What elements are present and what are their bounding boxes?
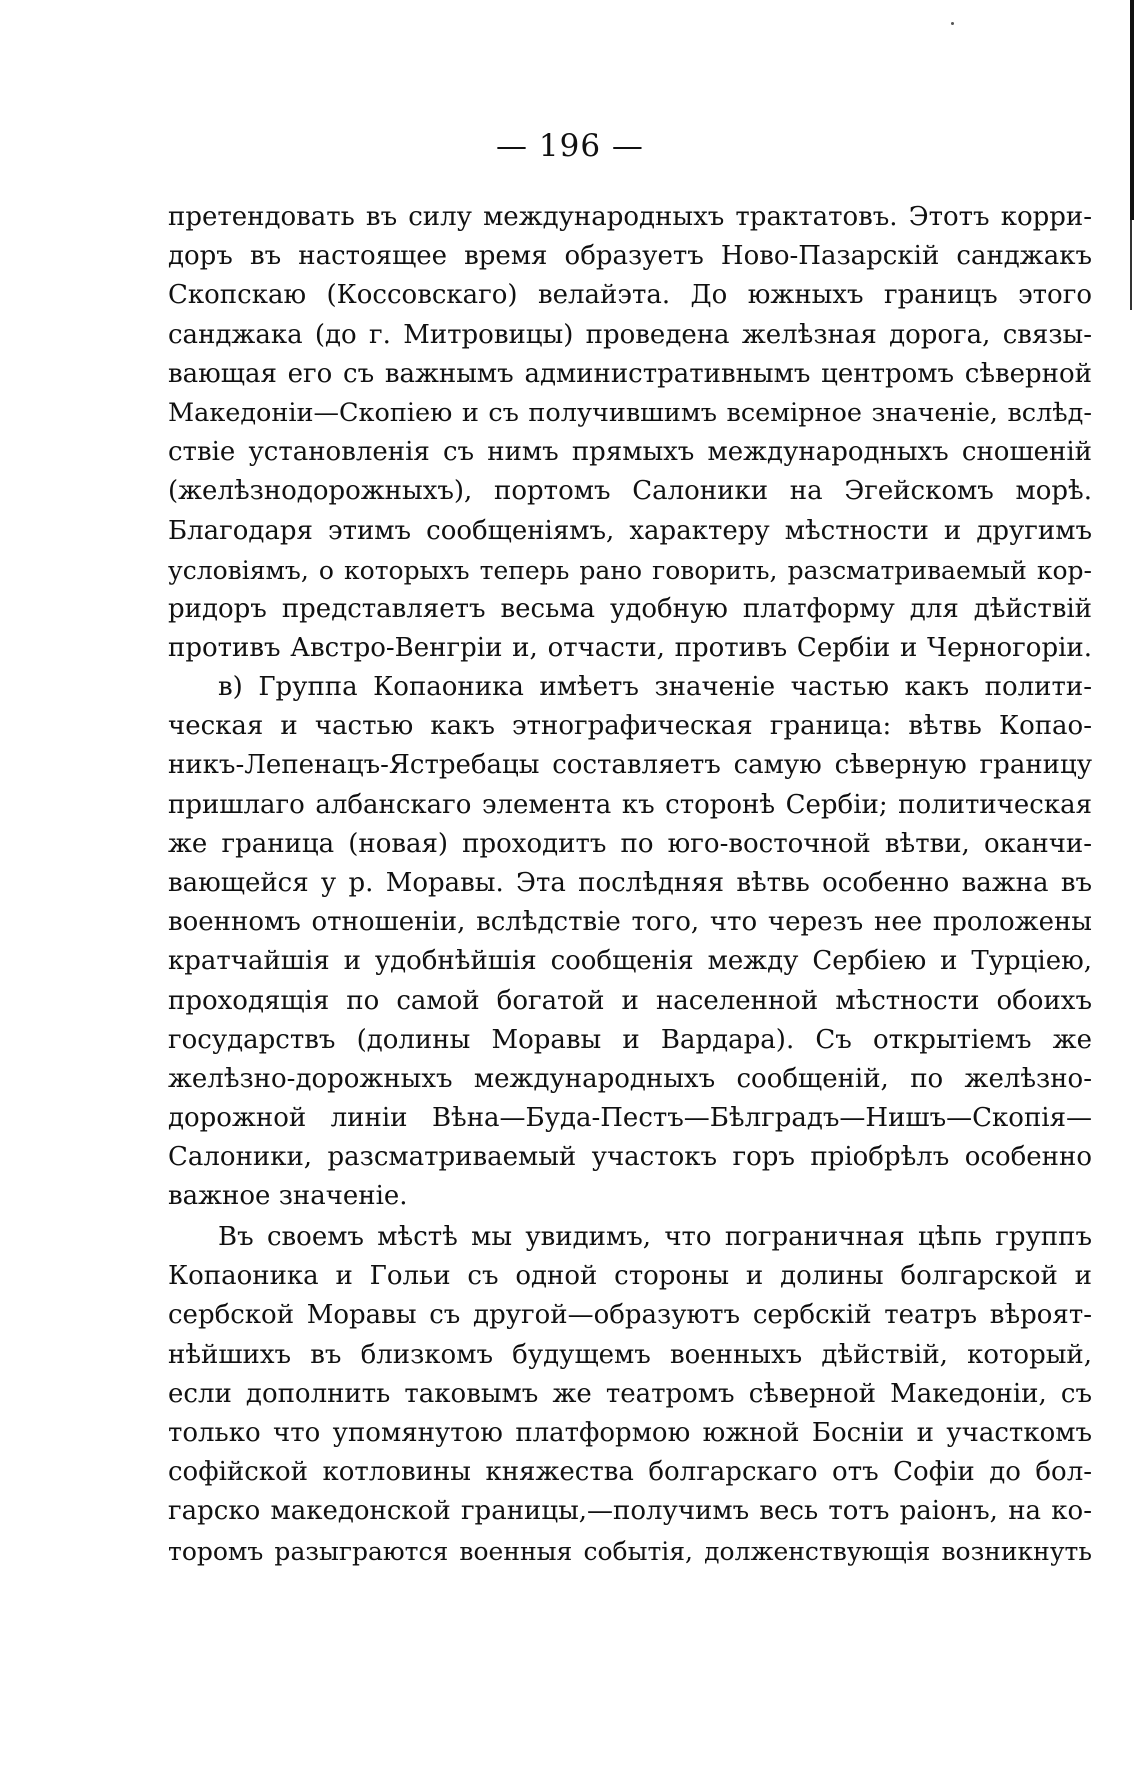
- text-line: дорожной линіи Вѣна—Буда-Пестъ—Бѣлградъ—Нишъ—Скопія—: [168, 1103, 1092, 1134]
- text-line: кратчайшія и удобнѣйшія сообщенія между Сербіею и Турціею,: [168, 946, 1092, 977]
- text-line: никъ-Лепенацъ-Ястребацы составляетъ самую сѣверную границу: [168, 750, 1092, 781]
- paragraph-2: [168, 668, 1092, 1217]
- text-line: Благодаря этимъ сообщеніямъ, характеру мѣстности и другимъ: [168, 515, 1092, 546]
- text-line: вающейся у р. Моравы. Эта послѣдняя вѣтвь особенно важна въ: [168, 867, 1092, 898]
- text-line: ческая и частью какъ этнографическая граница: вѣтвь Копао-: [168, 711, 1092, 742]
- text-line: же граница (новая) проходитъ по юго-восточной вѣтви, оканчи-: [168, 828, 1092, 859]
- text-line: желѣзно-дорожныхъ международныхъ сообщеній, по желѣзно-: [168, 1063, 1092, 1094]
- text-line: нѣйшихъ въ близкомъ будущемъ военныхъ дѣйствій, который,: [168, 1339, 1092, 1370]
- scan-edge-shadow: [1130, 0, 1134, 220]
- paragraph-3: [168, 1218, 1092, 1571]
- text-line: если дополнить таковымъ же театромъ сѣверной Македоніи, съ: [168, 1378, 1092, 1409]
- text-line: софійской котловины княжества болгарскаго отъ Софіи до бол-: [168, 1457, 1092, 1488]
- text-line: военномъ отношеніи, вслѣдствіе того, что черезъ нее проложены: [168, 907, 1092, 938]
- text-line: Копаоника и Гольи съ одной стороны и долины болгарской и: [168, 1261, 1092, 1292]
- text-line: гарско македонской границы,—получимъ весь тотъ раіонъ, на ко-: [168, 1496, 1092, 1527]
- text-line: санджака (до г. Митровицы) проведена желѣзная дорога, связы-: [168, 319, 1092, 350]
- page-number: — 196 —: [496, 128, 644, 164]
- text-line: государствъ (долины Моравы и Вардара). Съ открытіемъ же: [168, 1024, 1092, 1055]
- text-line: вающая его съ важнымъ административнымъ центромъ сѣверной: [168, 358, 1092, 389]
- text-line: Въ своемъ мѣстѣ мы увидимъ, что пограничная цѣпь группъ: [218, 1222, 1092, 1252]
- scan-edge-shadow-lower: [1130, 220, 1132, 310]
- scan-speck: [951, 22, 954, 25]
- text-line: в) Группа Копаоника имѣетъ значеніе частью какъ полити-: [218, 672, 1092, 702]
- text-line: противъ Австро-Венгріи и, отчасти, противъ Сербіи и Черногоріи.: [168, 633, 1092, 664]
- text-line: Македоніи—Скопіею и съ получившимъ всемірное значеніе, вслѣд-: [168, 397, 1092, 428]
- text-line: пришлаго албанскаго элемента къ сторонѣ Сербіи; политическая: [168, 789, 1092, 820]
- text-line: претендовать въ силу международныхъ трактатовъ. Этотъ корри-: [168, 202, 1092, 232]
- text-line: торомъ разыграются военныя событія, долженствующія возникнуть: [168, 1536, 1092, 1566]
- text-line: (желѣзнодорожныхъ), портомъ Салоники на Эгейскомъ морѣ.: [168, 476, 1092, 507]
- text-line: проходящія по самой богатой и населенной мѣстности обоихъ: [168, 985, 1092, 1016]
- text-line: доръ въ настоящее время образуетъ Ново-Пазарскій санджакъ: [168, 241, 1092, 272]
- text-line: ствіе установленія съ нимъ прямыхъ международныхъ сношеній: [168, 437, 1092, 468]
- paragraph-1: [168, 198, 1092, 668]
- text-line: важное значеніе.: [168, 1181, 408, 1212]
- text-line: Салоники, разсматриваемый участокъ горъ пріобрѣлъ особенно: [168, 1142, 1092, 1173]
- text-line: ридоръ представляетъ весьма удобную платформу для дѣйствій: [168, 593, 1092, 624]
- text-line: сербской Моравы съ другой—образуютъ сербскій театръ вѣроят-: [168, 1300, 1092, 1331]
- text-line: условіямъ, о которыхъ теперь рано говорить, разсматриваемый кор-: [168, 555, 1092, 585]
- text-line: Скопскаю (Коссовскаго) велайэта. До южныхъ границъ этого: [168, 280, 1092, 311]
- text-line: только что упомянутою платформою южной Босніи и участкомъ: [168, 1417, 1092, 1448]
